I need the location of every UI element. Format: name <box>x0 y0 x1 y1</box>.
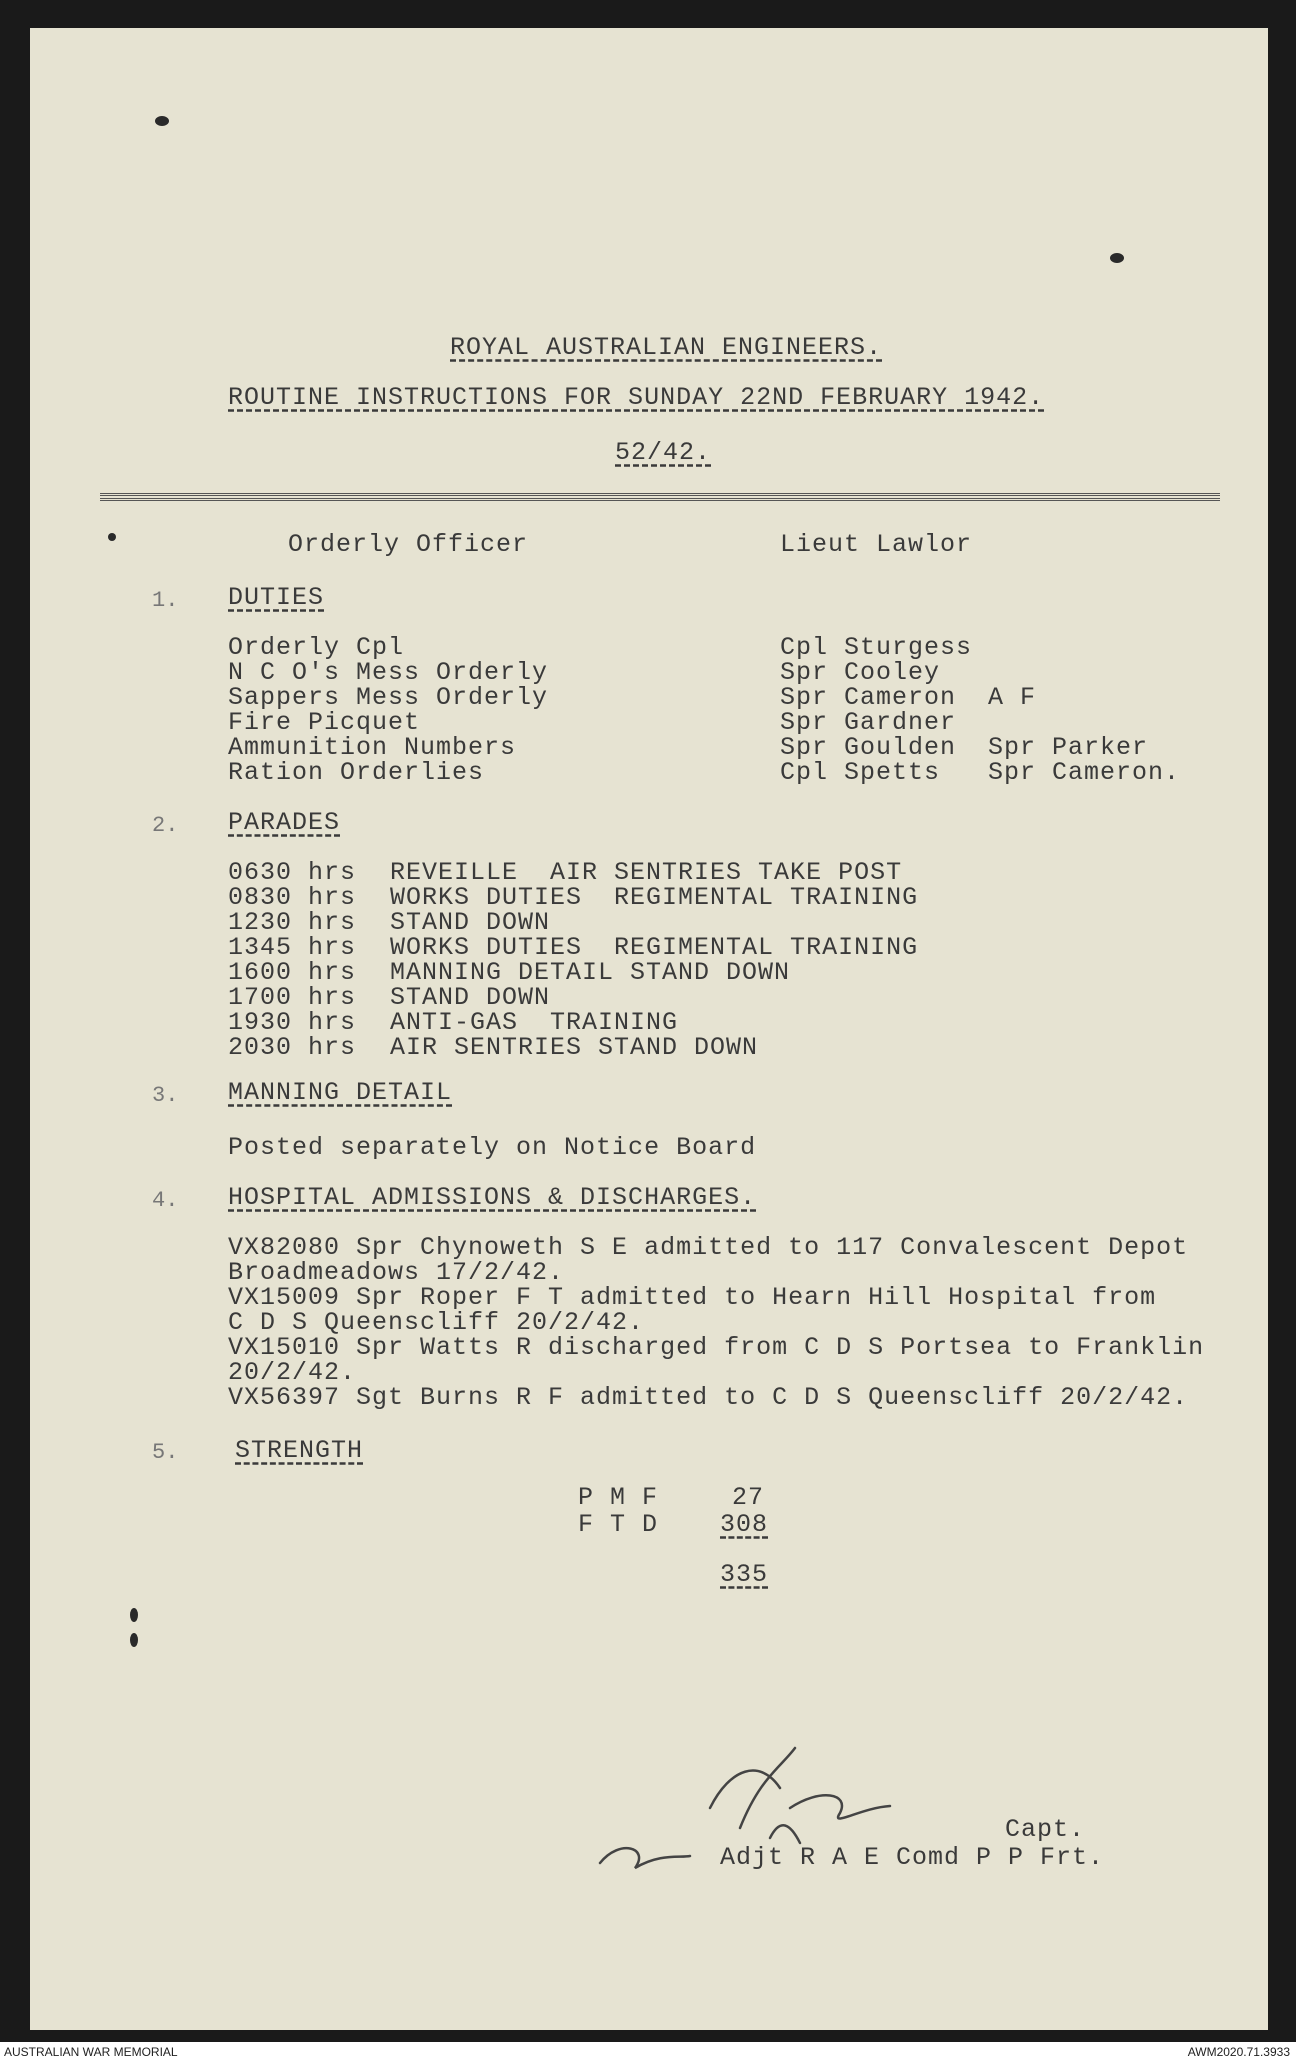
hospital-line: 20/2/42. <box>228 1358 357 1387</box>
section-heading-manning: MANNING DETAIL <box>228 1078 453 1107</box>
strength-value: 27 <box>732 1483 765 1512</box>
parade-time: 1930 hrs <box>228 1008 357 1037</box>
parade-event: WORKS DUTIES REGIMENTAL TRAINING <box>390 883 919 912</box>
duty-name: Cpl Spetts Spr Cameron. <box>780 758 1181 787</box>
strength-label: F T D <box>578 1510 659 1539</box>
section-number: 2. <box>152 813 179 838</box>
punch-hole <box>130 1608 138 1622</box>
instruction-number: 52/42. <box>615 438 712 467</box>
signatory-appointment: Adjt R A E Comd P P Frt. <box>720 1843 1105 1872</box>
parade-event: REVEILLE AIR SENTRIES TAKE POST <box>390 858 903 887</box>
separator-rule <box>100 493 1220 501</box>
strength-value: 308 <box>720 1510 769 1539</box>
hospital-line: VX82080 Spr Chynoweth S E admitted to 117 Convalescent Depot <box>228 1233 1189 1262</box>
parade-time: 1230 hrs <box>228 908 357 937</box>
duty-role: Orderly Cpl <box>228 633 405 662</box>
duty-role: Ration Orderlies <box>228 758 485 787</box>
section-heading-strength: STRENGTH <box>235 1436 364 1465</box>
section-number: 1. <box>152 588 179 613</box>
parade-time: 1700 hrs <box>228 983 357 1012</box>
duty-role: Ammunition Numbers <box>228 733 517 762</box>
punch-hole <box>130 1633 138 1647</box>
parade-event: ANTI-GAS TRAINING <box>390 1008 679 1037</box>
hospital-line: VX56397 Sgt Burns R F admitted to C D S Queenscliff 20/2/42. <box>228 1383 1189 1412</box>
parade-event: STAND DOWN <box>390 983 551 1012</box>
punch-hole <box>155 116 169 126</box>
duty-role: Fire Picquet <box>228 708 421 737</box>
parade-event: WORKS DUTIES REGIMENTAL TRAINING <box>390 933 919 962</box>
hospital-line: C D S Queenscliff 20/2/42. <box>228 1308 645 1337</box>
orderly-officer-label: Orderly Officer <box>288 530 529 559</box>
parade-time: 0630 hrs <box>228 858 357 887</box>
section-number: 4. <box>152 1188 179 1213</box>
footer-accession: AWM2020.71.3933 <box>1187 2045 1290 2059</box>
document-page <box>30 28 1268 2030</box>
signatory-rank: Capt. <box>1005 1815 1086 1844</box>
footer-source: AUSTRALIAN WAR MEMORIAL <box>4 2045 178 2059</box>
section-number: 3. <box>152 1083 179 1108</box>
section-heading-duties: DUTIES <box>228 583 325 612</box>
orderly-officer-value: Lieut Lawlor <box>780 530 973 559</box>
duty-name: Spr Goulden Spr Parker <box>780 733 1149 762</box>
hospital-line: VX15010 Spr Watts R discharged from C D S Portsea to Franklin <box>228 1333 1205 1362</box>
parade-event: MANNING DETAIL STAND DOWN <box>390 958 791 987</box>
section-number: 5. <box>152 1440 179 1465</box>
document-title: ROUTINE INSTRUCTIONS FOR SUNDAY 22ND FEBRUARY 1942. <box>228 383 1045 412</box>
duty-role: N C O's Mess Orderly <box>228 658 549 687</box>
unit-heading: ROYAL AUSTRALIAN ENGINEERS. <box>450 333 883 362</box>
section-heading-hospital: HOSPITAL ADMISSIONS & DISCHARGES. <box>228 1183 757 1212</box>
duty-name: Spr Cameron A F <box>780 683 1037 712</box>
strength-total: 335 <box>720 1560 769 1589</box>
duty-name: Spr Gardner <box>780 708 957 737</box>
hospital-line: Broadmeadows 17/2/42. <box>228 1258 565 1287</box>
strength-label: P M F <box>578 1483 659 1512</box>
parade-event: AIR SENTRIES STAND DOWN <box>390 1033 759 1062</box>
parade-time: 0830 hrs <box>228 883 357 912</box>
punch-hole <box>1110 253 1124 263</box>
duty-role: Sappers Mess Orderly <box>228 683 549 712</box>
duty-name: Spr Cooley <box>780 658 941 687</box>
duty-name: Cpl Sturgess <box>780 633 973 662</box>
parade-event: STAND DOWN <box>390 908 551 937</box>
parade-time: 1600 hrs <box>228 958 357 987</box>
hospital-line: VX15009 Spr Roper F T admitted to Hearn Hill Hospital from <box>228 1283 1157 1312</box>
section-heading-parades: PARADES <box>228 808 341 837</box>
parade-time: 2030 hrs <box>228 1033 357 1062</box>
archive-footer <box>0 2042 1296 2061</box>
parade-time: 1345 hrs <box>228 933 357 962</box>
punch-hole <box>108 533 116 541</box>
manning-text: Posted separately on Notice Board <box>228 1133 757 1162</box>
